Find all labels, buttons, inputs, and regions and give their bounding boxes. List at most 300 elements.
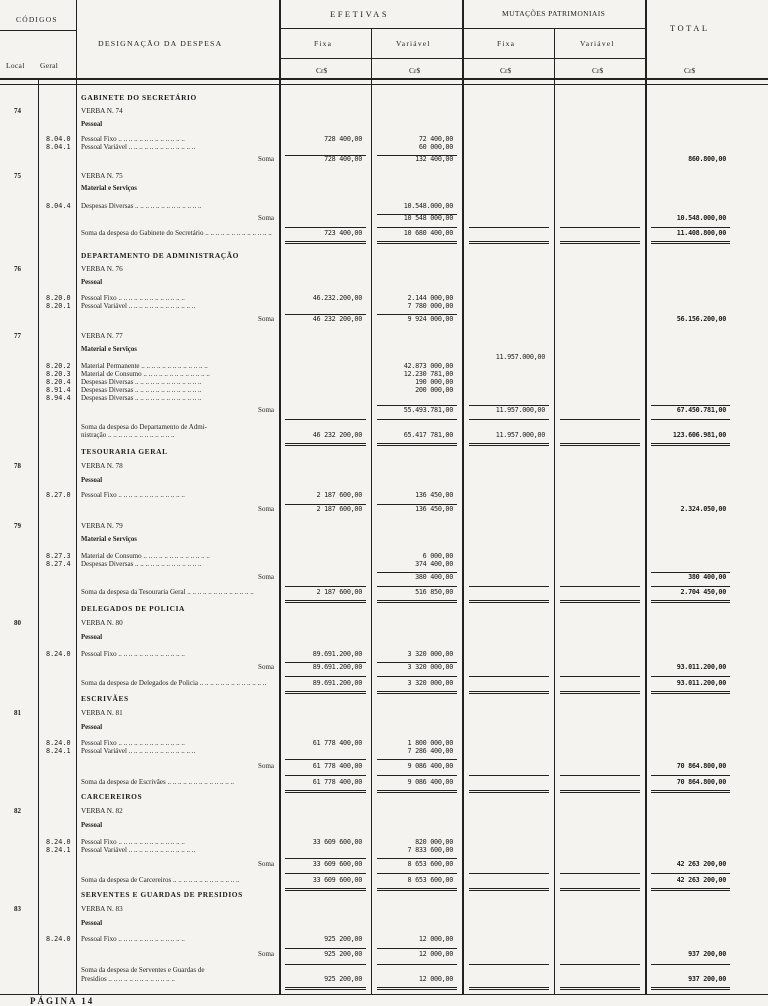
amount-mfixa: 11.957.000,00 <box>495 353 545 361</box>
sum-rule-total <box>651 888 730 889</box>
amount-total: 860.800,00 <box>688 155 726 163</box>
expense-code: 8.04.4 <box>46 202 71 210</box>
sum-rule-total <box>651 227 730 228</box>
dot-leader: .. .. .. .. .. .. .. .. .. .. .. .. .. <box>116 936 185 943</box>
expense-code: 8.24.0 <box>46 739 71 747</box>
sum-rule-mfixa <box>469 888 549 889</box>
amount-total: 2.324.050,00 <box>680 505 726 513</box>
sum-rule-mvar <box>560 227 640 228</box>
currency-variavel: Cr$ <box>409 66 421 75</box>
verba-label: VERBA N. 82 <box>81 807 123 815</box>
amount-fixa: 46.232.200,00 <box>312 294 362 302</box>
sum-rule-double-var <box>377 792 457 793</box>
sum-rule-double-fixa <box>285 602 366 603</box>
sum-rule-fixa <box>285 227 366 228</box>
sum-rule-mvar <box>560 888 640 889</box>
sum-rule-fixa <box>285 790 366 791</box>
subgroup-label: Pessoal <box>81 634 103 641</box>
expense-item: Material Permanente .. .. .. .. .. .. .. .. .. .. .. .. .. <box>81 363 208 370</box>
sum-rule-double-fixa <box>285 243 366 244</box>
amount-fixa: 46 232 200,00 <box>312 431 362 439</box>
dot-leader: .. .. .. .. .. .. .. .. .. .. .. .. .. <box>141 371 210 378</box>
amount-var: 516 850,00 <box>415 588 453 596</box>
sum-rule-var <box>377 948 457 949</box>
expense-item: Pessoal Variável .. .. .. .. .. .. .. .. .. .. .. .. .. <box>81 748 196 755</box>
sum-rule-total <box>651 586 730 587</box>
sum-rule-double-mfixa <box>469 445 549 446</box>
sum-rule-var <box>377 858 457 859</box>
amount-mfixa: 11.957.000,00 <box>495 406 545 414</box>
soma-despesa-label: Soma da despesa de Serventes e Guardas de <box>81 966 205 974</box>
header-mutacao-variavel: Variável <box>580 39 615 48</box>
sum-rule-var <box>377 227 457 228</box>
amount-var: 9 086 400,00 <box>407 778 453 786</box>
dot-leader: .. .. .. .. .. .. .. .. .. .. .. .. .. <box>171 877 240 884</box>
sum-rule-double-var <box>377 243 457 244</box>
local-code: 75 <box>14 172 21 180</box>
amount-fixa: 925 200,00 <box>324 950 362 958</box>
sum-rule-double-var <box>377 693 457 694</box>
expense-item: Despesas Diversas .. .. .. .. .. .. .. .. .. .. .. .. .. <box>81 203 202 210</box>
amount-var: 200 000,00 <box>415 386 453 394</box>
sum-rule-mfixa <box>469 873 549 874</box>
amount-var: 72 400,00 <box>418 135 453 143</box>
sum-rule-mfixa <box>469 419 549 420</box>
amount-fixa: 33 609 600,00 <box>312 876 362 884</box>
dot-leader: .. .. .. .. .. .. .. .. .. .. .. .. .. <box>126 748 196 755</box>
amount-var: 12 000,00 <box>418 975 453 983</box>
sum-rule-mfixa <box>469 676 549 677</box>
sum-rule-mfixa <box>469 987 549 988</box>
amount-var: 380 400,00 <box>415 573 453 581</box>
expense-item: Pessoal Variável .. .. .. .. .. .. .. .. .. .. .. .. .. <box>81 847 196 854</box>
amount-var: 7 286 400,00 <box>407 747 453 755</box>
expense-code: 8.91.4 <box>46 386 71 394</box>
sum-rule-fixa <box>285 419 366 420</box>
sum-rule-total <box>651 775 730 776</box>
amount-var: 42.873 000,00 <box>403 362 453 370</box>
header-codigos: CÓDIGOS <box>16 15 58 24</box>
subgroup-label: Pessoal <box>81 724 103 731</box>
header-total: TOTAL <box>670 23 710 33</box>
sum-rule-double-mvar <box>560 989 640 990</box>
sum-rule-total <box>651 676 730 677</box>
dot-leader: .. .. .. .. .. .. .. .. .. .. .. .. .. <box>133 387 202 394</box>
amount-fixa: 2 187 600,00 <box>316 505 362 513</box>
sum-rule-mvar <box>560 241 640 242</box>
sum-rule-total <box>651 443 730 444</box>
sum-rule-double-total <box>651 890 730 891</box>
rule-variavel <box>462 0 464 994</box>
header-local: Local <box>6 61 25 70</box>
amount-var: 2.144 000,00 <box>407 294 453 302</box>
amount-var: 9 086 400,00 <box>407 762 453 770</box>
sum-rule-var <box>377 987 457 988</box>
sum-rule-fixa <box>285 964 366 965</box>
sum-rule-var <box>377 691 457 692</box>
currency-mutacao-fixa: Cr$ <box>500 66 512 75</box>
soma-despesa-label: nistração .. .. .. .. .. .. .. .. .. .. .. .. .. <box>81 432 175 439</box>
rule-local <box>38 78 39 994</box>
amount-fixa: 2 187 600,00 <box>316 588 362 596</box>
local-code: 74 <box>14 107 21 115</box>
sum-rule-mfixa <box>469 775 549 776</box>
rule-footer <box>0 994 768 995</box>
rule-header-efetivas <box>280 28 646 29</box>
amount-total: 937 200,00 <box>688 950 726 958</box>
soma-label: Soma <box>258 505 274 513</box>
sum-rule-total <box>651 691 730 692</box>
verba-label: VERBA N. 77 <box>81 332 123 340</box>
amount-fixa: 61 778 400,00 <box>312 762 362 770</box>
expense-item: Despesas Diversas .. .. .. .. .. .. .. .. .. .. .. .. .. <box>81 379 202 386</box>
expense-item: Pessoal Fixo .. .. .. .. .. .. .. .. .. .. .. .. .. <box>81 492 185 499</box>
expense-item: Pessoal Variável .. .. .. .. .. .. .. .. .. .. .. .. .. <box>81 144 196 151</box>
dot-leader: .. .. .. .. .. .. .. .. .. .. .. .. .. <box>133 203 202 210</box>
rule-codigos <box>76 0 77 994</box>
sum-rule-mfixa <box>469 227 549 228</box>
subgroup-label: Pessoal <box>81 477 103 484</box>
dot-leader: .. .. .. .. .. .. .. .. .. .. .. .. .. <box>116 295 185 302</box>
amount-var: 136 450,00 <box>415 505 453 513</box>
sum-rule-fixa <box>285 443 366 444</box>
sum-rule-double-mfixa <box>469 792 549 793</box>
amount-fixa: 89.691.200,00 <box>312 663 362 671</box>
amount-var: 3 320 000,00 <box>407 679 453 687</box>
sum-rule-var <box>377 790 457 791</box>
expense-code: 8.27.0 <box>46 491 71 499</box>
subgroup-label: Pessoal <box>81 121 103 128</box>
expense-code: 8.20.3 <box>46 370 71 378</box>
sum-rule-total <box>651 964 730 965</box>
sum-rule-double-mfixa <box>469 243 549 244</box>
sum-rule-mfixa <box>469 964 549 965</box>
expense-code: 8.20.4 <box>46 378 71 386</box>
dot-leader: .. .. .. .. .. .. .. .. .. .. .. .. .. <box>133 395 202 402</box>
rule-mfixa <box>554 28 555 994</box>
amount-fixa: 925 200,00 <box>324 975 362 983</box>
sum-rule-var <box>377 873 457 874</box>
expense-item: Material de Consumo .. .. .. .. .. .. .. .. .. .. .. .. .. <box>81 371 210 378</box>
sum-rule-mvar <box>560 964 640 965</box>
soma-label: Soma <box>258 315 274 323</box>
sum-rule-mvar <box>560 676 640 677</box>
amount-fixa: 46 232 200,00 <box>312 315 362 323</box>
sum-rule-double-mvar <box>560 243 640 244</box>
section-title: DEPARTAMENTO DE ADMINISTRAÇÃO <box>81 251 239 260</box>
rule-header-bottom2 <box>0 84 768 85</box>
local-code: 83 <box>14 905 21 913</box>
verba-label: VERBA N. 81 <box>81 709 123 717</box>
sum-rule-mvar <box>560 691 640 692</box>
subgroup-label: Material e Serviços <box>81 185 137 192</box>
amount-total: 56.156.200,00 <box>676 315 726 323</box>
amount-var: 7 833 600,00 <box>407 846 453 854</box>
sum-rule-mvar <box>560 586 640 587</box>
sum-rule-mvar <box>560 443 640 444</box>
local-code: 80 <box>14 619 21 627</box>
amount-var: 820 000,00 <box>415 838 453 846</box>
sum-rule-fixa <box>285 888 366 889</box>
sum-rule-var <box>377 419 457 420</box>
expense-item: Pessoal Fixo .. .. .. .. .. .. .. .. .. .. .. .. .. <box>81 936 185 943</box>
expense-item: Despesas Diversas .. .. .. .. .. .. .. .. .. .. .. .. .. <box>81 561 202 568</box>
amount-fixa: 61 778 400,00 <box>312 739 362 747</box>
expense-code: 8.20.0 <box>46 294 71 302</box>
sum-rule-mvar <box>560 873 640 874</box>
amount-fixa: 61 778 400,00 <box>312 778 362 786</box>
header-mutacao-fixa: Fixa <box>497 39 516 48</box>
amount-total: 123.606.981,00 <box>672 431 726 439</box>
sum-rule-var <box>377 775 457 776</box>
amount-var: 60 000,00 <box>418 143 453 151</box>
dot-leader: .. .. .. .. .. .. .. .. .. .. .. .. .. <box>106 976 175 983</box>
dot-leader: .. .. .. .. .. .. .. .. .. .. .. .. .. <box>165 779 234 786</box>
subgroup-label: Pessoal <box>81 279 103 286</box>
sum-rule-double-fixa <box>285 792 366 793</box>
expense-item: Pessoal Fixo .. .. .. .. .. .. .. .. .. .. .. .. .. <box>81 651 185 658</box>
section-title: TESOURARIA GERAL <box>81 447 168 456</box>
sum-rule-double-fixa <box>285 693 366 694</box>
header-mutacoes: MUTAÇÕES PATRIMONIAIS <box>502 9 606 18</box>
dot-leader: .. .. .. .. .. .. .. .. .. .. .. .. .. <box>116 651 185 658</box>
sum-rule-mfixa <box>469 443 549 444</box>
amount-var: 55.493.781,00 <box>403 406 453 414</box>
sum-rule-total <box>651 419 730 420</box>
sum-rule-double-total <box>651 243 730 244</box>
subgroup-label: Material e Serviços <box>81 536 137 543</box>
dot-leader: .. .. .. .. .. .. .. .. .. .. .. .. .. <box>198 680 267 687</box>
sum-rule-var <box>377 241 457 242</box>
dot-leader: .. .. .. .. .. .. .. .. .. .. .. .. .. <box>203 230 272 237</box>
amount-mfixa: 11.957.000,00 <box>495 431 545 439</box>
soma-label: Soma <box>258 950 274 958</box>
amount-total: 70 864.800,00 <box>676 762 726 770</box>
expense-item: Pessoal Fixo .. .. .. .. .. .. .. .. .. .. .. .. .. <box>81 740 185 747</box>
expense-code: 8.04.0 <box>46 135 71 143</box>
sum-rule-double-mvar <box>560 445 640 446</box>
expense-item: Pessoal Fixo .. .. .. .. .. .. .. .. .. .. .. .. .. <box>81 295 185 302</box>
amount-total: 2.704 450,00 <box>680 588 726 596</box>
local-code: 78 <box>14 462 21 470</box>
soma-label: Soma <box>258 214 274 222</box>
dot-leader: .. .. .. .. .. .. .. .. .. .. .. .. .. <box>141 553 210 560</box>
sum-rule-fixa <box>285 676 366 677</box>
dot-leader: .. .. .. .. .. .. .. .. .. .. .. .. .. <box>126 847 196 854</box>
dot-leader: .. .. .. .. .. .. .. .. .. .. .. .. .. <box>116 839 185 846</box>
soma-despesa-label: Soma da despesa da Tesouraria Geral .. .. .. .. .. .. .. .. .. .. .. .. .. <box>81 589 254 596</box>
amount-fixa: 723 400,00 <box>324 229 362 237</box>
sum-rule-total <box>651 790 730 791</box>
sum-rule-double-var <box>377 989 457 990</box>
sum-rule-double-fixa <box>285 445 366 446</box>
sum-rule-double-fixa <box>285 890 366 891</box>
dot-leader: .. .. .. .. .. .. .. .. .. .. .. .. .. <box>139 363 208 370</box>
sum-rule-double-total <box>651 989 730 990</box>
rule-fixa <box>371 28 372 994</box>
verba-label: VERBA N. 80 <box>81 619 123 627</box>
verba-label: VERBA N. 79 <box>81 522 123 530</box>
sum-rule-double-var <box>377 602 457 603</box>
expense-code: 8.27.4 <box>46 560 71 568</box>
expense-item: Pessoal Fixo .. .. .. .. .. .. .. .. .. .. .. .. .. <box>81 839 185 846</box>
sum-rule-var <box>377 676 457 677</box>
amount-var: 132 400,00 <box>415 155 453 163</box>
sum-rule-mfixa <box>469 586 549 587</box>
amount-fixa: 2 187 600,00 <box>316 491 362 499</box>
amount-var: 190 000,00 <box>415 378 453 386</box>
sum-rule-double-mfixa <box>469 602 549 603</box>
amount-var: 10.548.000,00 <box>403 202 453 210</box>
amount-var: 8 653 600,00 <box>407 876 453 884</box>
sum-rule-var <box>377 586 457 587</box>
amount-var: 12 000,00 <box>418 950 453 958</box>
soma-label: Soma <box>258 573 274 581</box>
dot-leader: .. .. .. .. .. .. .. .. .. .. .. .. .. <box>133 561 202 568</box>
sum-rule-fixa <box>285 948 366 949</box>
sum-rule-var <box>377 443 457 444</box>
section-title: CARCEREIROS <box>81 792 143 801</box>
expense-code: 8.24.0 <box>46 650 71 658</box>
amount-var: 65.417 781,00 <box>403 431 453 439</box>
soma-despesa-label: Soma da despesa de Escrivães .. .. .. .. .. .. .. .. .. .. .. .. .. <box>81 779 234 786</box>
currency-mutacao-variavel: Cr$ <box>592 66 604 75</box>
dot-leader: .. .. .. .. .. .. .. .. .. .. .. .. .. <box>126 144 196 151</box>
sum-rule-fixa <box>285 987 366 988</box>
sum-rule-fixa <box>285 241 366 242</box>
amount-var: 1 800 000,00 <box>407 739 453 747</box>
dot-leader: .. .. .. .. .. .. .. .. .. .. .. .. .. <box>126 303 196 310</box>
sum-rule-var <box>377 759 457 760</box>
expense-code: 8.24.0 <box>46 838 71 846</box>
sum-rule-double-mvar <box>560 890 640 891</box>
sum-rule-total <box>651 241 730 242</box>
amount-var: 7 780 000,00 <box>407 302 453 310</box>
local-code: 76 <box>14 265 21 273</box>
sum-rule-var <box>377 888 457 889</box>
amount-total: 11.408.800,00 <box>676 229 726 237</box>
local-code: 77 <box>14 332 21 340</box>
local-code: 82 <box>14 807 21 815</box>
soma-label: Soma <box>258 860 274 868</box>
sum-rule-total <box>651 600 730 601</box>
sum-rule-double-total <box>651 693 730 694</box>
amount-var: 6 000,00 <box>422 552 453 560</box>
section-title: DELEGADOS DE POLICIA <box>81 604 185 613</box>
subgroup-label: Material e Serviços <box>81 346 137 353</box>
header-variavel: Variável <box>396 39 431 48</box>
verba-label: VERBA N. 74 <box>81 107 123 115</box>
currency-total: Cr$ <box>684 66 696 75</box>
sum-rule-mvar <box>560 419 640 420</box>
header-efetivas: EFETIVAS <box>330 9 390 19</box>
amount-fixa: 33 609 600,00 <box>312 860 362 868</box>
soma-label: Soma <box>258 663 274 671</box>
subgroup-label: Pessoal <box>81 920 103 927</box>
sum-rule-mfixa <box>469 600 549 601</box>
amount-fixa: 728 400,00 <box>324 155 362 163</box>
amount-var: 10 680 400,00 <box>403 229 453 237</box>
dot-leader: .. .. .. .. .. .. .. .. .. .. .. .. .. <box>185 589 254 596</box>
sum-rule-mvar <box>560 775 640 776</box>
expense-code: 8.24.0 <box>46 935 71 943</box>
sum-rule-fixa <box>285 858 366 859</box>
currency-fixa: Cr$ <box>316 66 328 75</box>
sum-rule-mvar <box>560 790 640 791</box>
sum-rule-var <box>377 964 457 965</box>
sum-rule-mfixa <box>469 790 549 791</box>
sum-rule-double-mvar <box>560 792 640 793</box>
amount-var: 3 320 000,00 <box>407 650 453 658</box>
subgroup-label: Pessoal <box>81 822 103 829</box>
sum-rule-mvar <box>560 987 640 988</box>
sum-rule-double-total <box>651 445 730 446</box>
sum-rule-double-var <box>377 445 457 446</box>
soma-despesa-label: Presidios .. .. .. .. .. .. .. .. .. .. .. .. .. <box>81 976 175 983</box>
page-number: PÁGINA 14 <box>30 996 95 1006</box>
amount-var: 374 400,00 <box>415 560 453 568</box>
sum-rule-mfixa <box>469 241 549 242</box>
amount-total: 42 263 200,00 <box>676 876 726 884</box>
dot-leader: .. .. .. .. .. .. .. .. .. .. .. .. .. <box>133 379 202 386</box>
sum-rule-fixa <box>285 759 366 760</box>
amount-total: 10.548.000,00 <box>676 214 726 222</box>
amount-total: 93.011.200,00 <box>676 663 726 671</box>
amount-total: 67.450.781,00 <box>676 406 726 414</box>
expense-item: Pessoal Fixo .. .. .. .. .. .. .. .. .. .. .. .. .. <box>81 136 185 143</box>
verba-label: VERBA N. 83 <box>81 905 123 913</box>
sum-rule-fixa <box>285 873 366 874</box>
dot-leader: .. .. .. .. .. .. .. .. .. .. .. .. .. <box>116 740 185 747</box>
sum-rule-double-var <box>377 890 457 891</box>
sum-rule-fixa <box>285 691 366 692</box>
soma-despesa-label: Soma da despesa do Departamento de Admi- <box>81 423 207 431</box>
soma-despesa-label: Soma da despesa de Carcereiros .. .. .. .. .. .. .. .. .. .. .. .. .. <box>81 877 240 884</box>
section-title: GABINETE DO SECRETÁRIO <box>81 93 197 102</box>
sum-rule-double-mfixa <box>469 989 549 990</box>
rule-mvar <box>645 0 647 994</box>
sum-rule-double-fixa <box>285 989 366 990</box>
rule-designacao <box>279 0 281 994</box>
amount-total: 93.011.200,00 <box>676 679 726 687</box>
amount-var: 12.230 781,00 <box>403 370 453 378</box>
section-title: SERVENTES E GUARDAS DE PRESIDIOS <box>81 890 243 899</box>
expense-item: Pessoal Variável .. .. .. .. .. .. .. .. .. .. .. .. .. <box>81 303 196 310</box>
sum-rule-fixa <box>285 600 366 601</box>
dot-leader: .. .. .. .. .. .. .. .. .. .. .. .. .. <box>106 432 175 439</box>
sum-rule-double-total <box>651 792 730 793</box>
local-code: 81 <box>14 709 21 717</box>
rule-header-cr <box>280 58 646 59</box>
rule-header-codigos <box>0 30 76 31</box>
sum-rule-total <box>651 987 730 988</box>
header-geral: Geral <box>40 61 59 70</box>
amount-var: 136 450,00 <box>415 491 453 499</box>
soma-despesa-label: Soma da despesa de Delegados de Policia .. .. .. .. .. .. .. .. .. .. .. .. .. <box>81 680 267 687</box>
amount-fixa: 89.691.200,00 <box>312 650 362 658</box>
rule-header-bottom <box>0 78 768 80</box>
local-code: 79 <box>14 522 21 530</box>
amount-var: 3 320 000,00 <box>407 663 453 671</box>
expense-code: 8.20.2 <box>46 362 71 370</box>
expense-code: 8.24.1 <box>46 846 71 854</box>
verba-label: VERBA N. 78 <box>81 462 123 470</box>
sum-rule-double-mfixa <box>469 890 549 891</box>
sum-rule-fixa <box>285 775 366 776</box>
sum-rule-var <box>377 600 457 601</box>
amount-fixa: 925 200,00 <box>324 935 362 943</box>
header-fixa: Fixa <box>314 39 333 48</box>
